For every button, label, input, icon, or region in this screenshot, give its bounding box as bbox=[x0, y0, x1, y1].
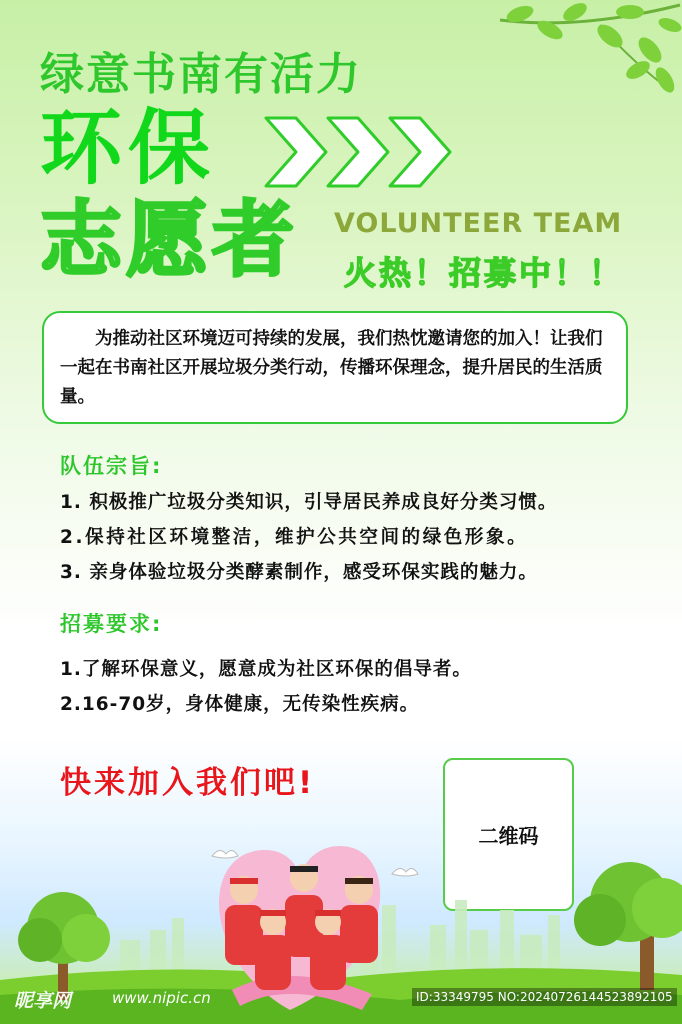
call-to-action: 快来加入我们吧! bbox=[60, 765, 316, 801]
slogan-title: 绿意书南有活力 bbox=[40, 49, 362, 100]
chevron-arrows-icon bbox=[262, 112, 462, 192]
purpose-item: 3. 亲身体验垃圾分类酵素制作，感受环保实践的魅力。 bbox=[60, 562, 538, 583]
watermark-brand: 昵享网 bbox=[14, 990, 72, 1012]
recruiting-banner: 火热！招募中！！ bbox=[344, 254, 625, 292]
intro-box: 为推动社区环境迈可持续的发展，我们热忱邀请您的加入！让我们一起在书南社区开展垃圾分类行动，传播环保理念，提升居民的生活质量。 bbox=[42, 311, 628, 424]
volunteer-team-label: VOLUNTEER TEAM bbox=[334, 208, 623, 239]
purpose-item: 1. 积极推广垃圾分类知识，引导居民养成良好分类习惯。 bbox=[60, 492, 558, 513]
title-volunteer: 志愿者 bbox=[40, 193, 299, 288]
watermark-id: ID:33349795 NO:20240726144523892105 bbox=[412, 988, 677, 1006]
requirement-item: 1.了解环保意义，愿意成为社区环保的倡导者。 bbox=[60, 659, 472, 680]
qr-code-label: 二维码 bbox=[478, 824, 539, 848]
leaves-decoration bbox=[480, 0, 682, 100]
requirement-item: 2.16-70岁，身体健康，无传染性疾病。 bbox=[60, 694, 420, 715]
requirements-heading: 招募要求: bbox=[60, 612, 163, 636]
watermark-url: www.nipic.cn bbox=[112, 989, 211, 1007]
purpose-heading: 队伍宗旨: bbox=[60, 454, 163, 478]
purpose-item: 2.保持社区环境整洁，维护公共空间的绿色形象。 bbox=[60, 527, 529, 548]
title-environment: 环保 bbox=[40, 101, 217, 196]
